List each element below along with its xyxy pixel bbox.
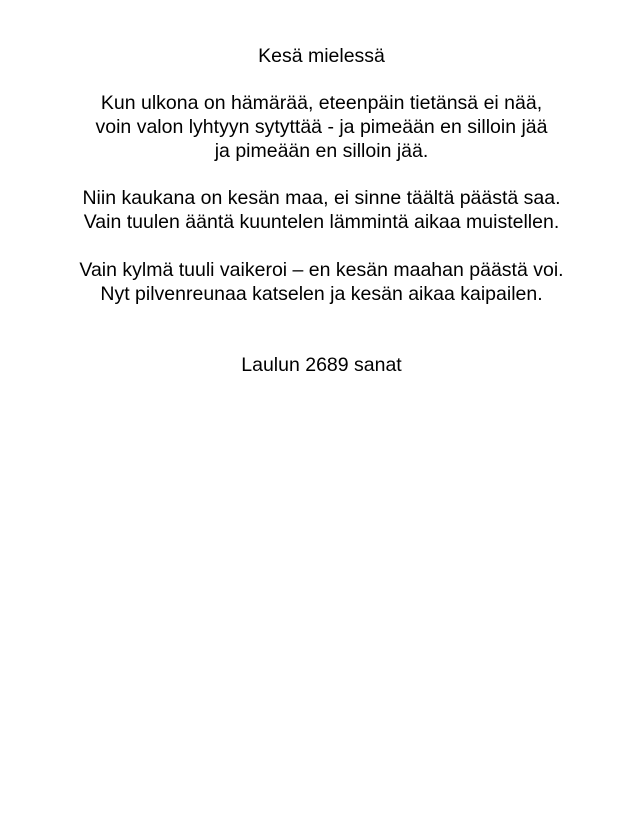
lyric-line: ja pimeään en silloin jää. [214, 140, 429, 162]
stanza-1 [0, 91, 643, 163]
lyric-line: Vain kylmä tuuli vaikeroi – en kesän maahan päästä voi. [79, 259, 564, 281]
song-title: Kesä mielessä [258, 45, 385, 67]
lyric-line: Nyt pilvenreunaa katselen ja kesän aikaa kaipailen. [100, 283, 543, 305]
lyric-line: Vain tuulen ääntä kuuntelen lämmintä aikaa muistellen. [83, 211, 560, 233]
lyric-line: voin valon lyhtyyn sytyttää - ja pimeään en silloin jää [95, 116, 548, 138]
lyric-line: Niin kaukana on kesän maa, ei sinne täältä päästä saa. [82, 187, 561, 209]
song-footer: Laulun 2689 sanat [241, 354, 402, 376]
lyric-line: Kun ulkona on hämärää, eteenpäin tietänsä ei nää, [100, 92, 543, 114]
stanza-2 [0, 186, 643, 234]
stanza-3 [0, 258, 643, 306]
